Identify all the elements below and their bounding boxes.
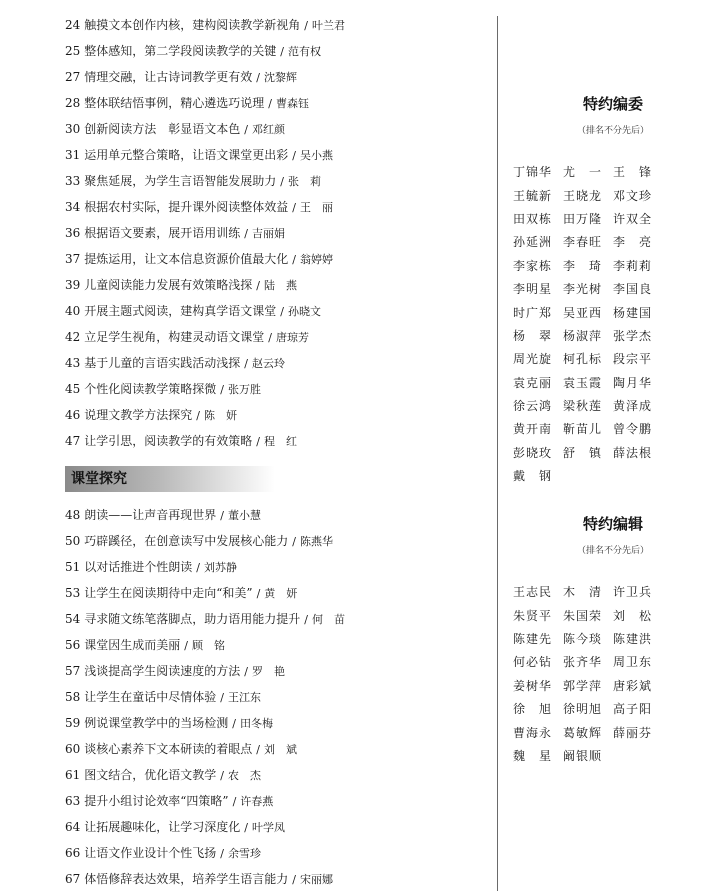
toc-author: 宋丽娜 [300, 873, 334, 886]
toc-separator: / [292, 201, 297, 214]
toc-separator: / [220, 847, 225, 860]
table-of-contents [65, 16, 485, 896]
toc-page-number: 24 [65, 18, 81, 32]
person-name: 李 亮 [613, 235, 653, 250]
toc-item [65, 688, 485, 714]
toc-separator: / [244, 821, 249, 834]
toc-author: 王 丽 [300, 201, 334, 214]
person-name: 杨淑萍 [563, 328, 603, 343]
toc-page-number: 27 [65, 70, 81, 84]
special-editing-note: （排名不分先后） [576, 546, 649, 556]
toc-page-number: 30 [65, 122, 81, 136]
toc-item [65, 714, 485, 740]
name-row [513, 650, 721, 673]
toc-article-title: 整体感知，第二学段阅读教学的关键 [84, 44, 277, 58]
toc-article-title: 根据语文要素，展开语用训练 [84, 226, 241, 240]
toc-page-number: 67 [65, 872, 81, 886]
toc-article-title: 朗读——让声音再现世界 [84, 508, 217, 522]
toc-separator: / [220, 691, 225, 704]
toc-item [65, 766, 485, 792]
person-name: 袁玉霞 [563, 375, 603, 390]
toc-item [65, 302, 485, 328]
toc-author: 许春燕 [240, 795, 274, 808]
person-name: 杨建国 [613, 305, 653, 320]
person-name: 邓文珍 [613, 188, 653, 203]
toc-page-number: 61 [65, 768, 81, 782]
person-name: 李国良 [613, 282, 653, 297]
person-name: 张齐华 [563, 655, 603, 670]
toc-page-number: 25 [65, 44, 81, 58]
toc-article-title: 儿童阅读能力发展有效策略浅探 [84, 278, 253, 292]
toc-separator: / [256, 435, 261, 448]
person-name: 黄开南 [513, 422, 553, 437]
person-name: 李莉莉 [613, 258, 653, 273]
toc-item [65, 172, 485, 198]
name-row [513, 697, 721, 720]
toc-page-number: 28 [65, 96, 81, 110]
toc-separator: / [196, 409, 201, 422]
toc-page-number: 60 [65, 742, 81, 756]
person-name: 王 锋 [613, 165, 653, 180]
column-divider [497, 16, 498, 891]
toc-page-number: 51 [65, 560, 81, 574]
person-name: 陈今琰 [563, 631, 603, 646]
person-name: 梁秋莲 [563, 399, 603, 414]
toc-author: 农 杰 [228, 769, 262, 782]
person-name: 周卫东 [613, 655, 653, 670]
name-row [513, 627, 721, 650]
name-row [513, 183, 721, 206]
toc-article-title: 寻求随文练笔落脚点，助力语用能力提升 [84, 612, 301, 626]
toc-article-title: 运用单元整合策略，让语文课堂更出彩 [84, 148, 289, 162]
toc-item [65, 198, 485, 224]
toc-separator: / [232, 795, 237, 808]
toc-article-title: 让拓展趣味化，让学习深度化 [84, 820, 241, 834]
toc-separator: / [220, 383, 225, 396]
toc-page-number: 42 [65, 330, 81, 344]
name-row [513, 394, 721, 417]
toc-article-title: 整体联结悟事例，精心遴选巧说理 [84, 96, 265, 110]
person-name: 何必钻 [513, 655, 553, 670]
toc-item [65, 870, 485, 896]
name-row [513, 160, 721, 183]
toc-author: 余雪珍 [228, 847, 262, 860]
toc-author: 罗 艳 [252, 665, 286, 678]
person-name: 时广郑 [513, 305, 553, 320]
person-name: 魏 星 [513, 748, 553, 763]
toc-article-title: 聚焦延展，为学生言语智能发展助力 [84, 174, 277, 188]
toc-item [65, 94, 485, 120]
toc-separator: / [268, 331, 273, 344]
special-editors-title: 特约编委 [582, 95, 643, 113]
toc-item [65, 662, 485, 688]
toc-page-number: 46 [65, 408, 81, 422]
toc-author: 刘苏静 [204, 561, 238, 574]
person-name: 木 清 [563, 585, 603, 600]
toc-author: 叶兰君 [312, 19, 346, 32]
toc-separator: / [256, 587, 261, 600]
toc-separator: / [256, 71, 261, 84]
toc-author: 邓红颜 [252, 123, 286, 136]
toc-separator: / [232, 717, 237, 730]
toc-article-title: 情理交融，让古诗词教学更有效 [84, 70, 253, 84]
name-row [513, 720, 721, 743]
toc-item [65, 558, 485, 584]
toc-separator: / [196, 561, 201, 574]
toc-page-number: 54 [65, 612, 81, 626]
person-name: 丁锦华 [513, 165, 553, 180]
person-name: 段宗平 [613, 352, 653, 367]
person-name: 唐彩斌 [613, 678, 653, 693]
toc-author: 叶学凤 [252, 821, 286, 834]
toc-page-number: 37 [65, 252, 81, 266]
toc-item [65, 406, 485, 432]
toc-item [65, 68, 485, 94]
toc-page-number: 58 [65, 690, 81, 704]
toc-separator: / [256, 743, 261, 756]
toc-item [65, 146, 485, 172]
toc-article-title: 触摸文本创作内核，建构阅读教学新视角 [84, 18, 301, 32]
person-name: 王志民 [513, 585, 553, 600]
toc-author: 何 苗 [312, 613, 346, 626]
toc-author: 田冬梅 [240, 717, 274, 730]
toc-article-title: 例说课堂教学中的当场检测 [84, 716, 229, 730]
toc-item [65, 792, 485, 818]
special-editors-names [513, 160, 721, 487]
person-name: 李 琦 [563, 258, 603, 273]
person-name: 姜树华 [513, 678, 553, 693]
special-editors-note: （排名不分先后） [576, 126, 649, 136]
toc-item [65, 250, 485, 276]
toc-separator: / [220, 769, 225, 782]
special-editing-names [513, 580, 721, 767]
person-name: 葛敏辉 [563, 725, 603, 740]
person-name: 田万隆 [563, 211, 603, 226]
toc-separator: / [292, 253, 297, 266]
toc-page-number: 40 [65, 304, 81, 318]
person-name: 吴亚西 [563, 305, 603, 320]
toc-article-title: 创新阅读方法 彰显语文本色 [84, 122, 241, 136]
name-row [513, 441, 721, 464]
toc-article-title: 浅谈提高学生阅读速度的方法 [84, 664, 241, 678]
name-row [513, 230, 721, 253]
person-name: 曾令鹏 [613, 422, 653, 437]
toc-separator: / [280, 175, 285, 188]
toc-separator: / [304, 19, 309, 32]
toc-separator: / [292, 873, 297, 886]
person-name: 徐云鸿 [513, 399, 553, 414]
toc-page-number: 39 [65, 278, 81, 292]
toc-article-title: 开展主题式阅读，建构真学语文课堂 [84, 304, 277, 318]
toc-author: 曹森钰 [276, 97, 310, 110]
toc-item [65, 532, 485, 558]
toc-item [65, 432, 485, 458]
toc-article-title: 立足学生视角，构建灵动语文课堂 [84, 330, 265, 344]
person-name: 阚银顺 [563, 748, 603, 763]
toc-item [65, 354, 485, 380]
toc-page-number: 48 [65, 508, 81, 522]
toc-article-title: 谈核心素养下文本研读的着眼点 [84, 742, 253, 756]
toc-page-number: 36 [65, 226, 81, 240]
toc-page-number: 63 [65, 794, 81, 808]
toc-page-number: 66 [65, 846, 81, 860]
person-name: 徐明旭 [563, 702, 603, 717]
toc-separator: / [268, 97, 273, 110]
toc-author: 张万胜 [228, 383, 262, 396]
toc-article-title: 让语文作业设计个性飞扬 [84, 846, 217, 860]
name-row [513, 347, 721, 370]
toc-article-title: 图文结合，优化语文教学 [84, 768, 217, 782]
person-name: 田双栋 [513, 211, 553, 226]
person-name: 周光旋 [513, 352, 553, 367]
toc-article-title: 提升小组讨论效率“四策略” [84, 794, 229, 808]
toc-author: 唐琼芳 [276, 331, 310, 344]
person-name: 袁克丽 [513, 375, 553, 390]
toc-separator: / [256, 279, 261, 292]
toc-page-number: 31 [65, 148, 81, 162]
toc-item [65, 844, 485, 870]
person-name: 高子阳 [613, 702, 653, 717]
person-name: 郭学萍 [563, 678, 603, 693]
toc-author: 张 莉 [288, 175, 322, 188]
toc-separator: / [292, 149, 297, 162]
toc-separator: / [184, 639, 189, 652]
toc-item [65, 636, 485, 662]
toc-item [65, 276, 485, 302]
special-editing-panel [505, 513, 721, 767]
toc-article-title: 体悟修辞表达效果，培养学生语言能力 [84, 872, 289, 886]
toc-page-number: 59 [65, 716, 81, 730]
toc-author: 陆 燕 [264, 279, 298, 292]
person-name: 王晓龙 [563, 188, 603, 203]
toc-page-number: 45 [65, 382, 81, 396]
person-name: 舒 镇 [563, 445, 603, 460]
person-name: 戴 钢 [513, 469, 553, 484]
toc-item [65, 584, 485, 610]
toc-page-number: 47 [65, 434, 81, 448]
toc-article-title: 个性化阅读教学策略探微 [84, 382, 217, 396]
person-name: 杨 翠 [513, 328, 553, 343]
toc-article-title: 以对话推进个性朗读 [84, 560, 193, 574]
toc-separator: / [304, 613, 309, 626]
person-name: 靳苗儿 [563, 422, 603, 437]
special-editing-title: 特约编辑 [582, 515, 643, 533]
person-name: 李光树 [563, 282, 603, 297]
person-name: 张学杰 [613, 328, 653, 343]
toc-author: 董小慧 [228, 509, 262, 522]
toc-page-number: 34 [65, 200, 81, 214]
toc-item [65, 42, 485, 68]
person-name: 许双全 [613, 211, 653, 226]
toc-separator: / [244, 357, 249, 370]
name-row [513, 464, 721, 487]
name-row [513, 207, 721, 230]
person-name: 尤 一 [563, 165, 603, 180]
toc-item [65, 818, 485, 844]
person-name: 曹海永 [513, 725, 553, 740]
toc-author: 翁婷婷 [300, 253, 334, 266]
toc-page-number: 50 [65, 534, 81, 548]
toc-item [65, 120, 485, 146]
toc-article-title: 基于儿童的言语实践活动浅探 [84, 356, 241, 370]
person-name: 朱贤平 [513, 608, 553, 623]
person-name: 李春旺 [563, 235, 603, 250]
toc-author: 吴小燕 [300, 149, 334, 162]
toc-author: 陈 妍 [204, 409, 238, 422]
toc-list-part2 [65, 506, 485, 896]
toc-separator: / [280, 305, 285, 318]
name-row [513, 300, 721, 323]
toc-page-number: 43 [65, 356, 81, 370]
toc-article-title: 巧辟蹊径，在创意读写中发展核心能力 [84, 534, 289, 548]
toc-article-title: 让学引思，阅读教学的有效策略 [84, 434, 253, 448]
toc-item [65, 380, 485, 406]
toc-author: 赵云玲 [252, 357, 286, 370]
name-row [513, 674, 721, 697]
special-editors-panel [505, 93, 721, 487]
person-name: 陈建先 [513, 631, 553, 646]
toc-author: 顾 铭 [192, 639, 226, 652]
toc-separator: / [220, 509, 225, 522]
toc-author: 黄 妍 [264, 587, 298, 600]
person-name: 李明星 [513, 282, 553, 297]
person-name: 徐 旭 [513, 702, 553, 717]
name-row [513, 417, 721, 440]
person-name: 彭晓玫 [513, 445, 553, 460]
name-row [513, 277, 721, 300]
toc-author: 范有权 [288, 45, 322, 58]
person-name: 薛丽芬 [613, 725, 653, 740]
toc-page-number: 56 [65, 638, 81, 652]
toc-separator: / [244, 123, 249, 136]
toc-article-title: 根据农村实际，提升课外阅读整体效益 [84, 200, 289, 214]
toc-article-title: 提炼运用，让文本信息资源价值最大化 [84, 252, 289, 266]
person-name: 黄泽成 [613, 399, 653, 414]
toc-separator: / [280, 45, 285, 58]
toc-author: 沈黎辉 [264, 71, 298, 84]
toc-author: 陈燕华 [300, 535, 334, 548]
name-row [513, 580, 721, 603]
toc-author: 吉丽娟 [252, 227, 286, 240]
name-row [513, 603, 721, 626]
toc-item [65, 16, 485, 42]
toc-page-number: 64 [65, 820, 81, 834]
toc-author: 孙晓文 [288, 305, 322, 318]
toc-page-number: 33 [65, 174, 81, 188]
toc-author: 刘 斌 [264, 743, 298, 756]
person-name: 许卫兵 [613, 585, 653, 600]
person-name: 薛法根 [613, 445, 653, 460]
toc-item [65, 610, 485, 636]
toc-article-title: 让学生在阅读期待中走向“和美” [84, 586, 253, 600]
toc-author: 王江东 [228, 691, 262, 704]
toc-item [65, 740, 485, 766]
toc-article-title: 课堂因生成而美丽 [84, 638, 181, 652]
toc-list-part1 [65, 16, 485, 458]
person-name: 柯孔标 [563, 352, 603, 367]
toc-item [65, 506, 485, 532]
toc-item [65, 224, 485, 250]
name-row [513, 744, 721, 767]
name-row [513, 254, 721, 277]
toc-separator: / [244, 227, 249, 240]
name-row [513, 371, 721, 394]
name-row [513, 324, 721, 347]
toc-page-number: 53 [65, 586, 81, 600]
person-name: 李家栋 [513, 258, 553, 273]
toc-page-number: 57 [65, 664, 81, 678]
section-heading: 课堂探究 [65, 466, 275, 492]
toc-article-title: 说理文教学方法探究 [84, 408, 193, 422]
person-name: 朱国荣 [563, 608, 603, 623]
person-name: 王毓新 [513, 188, 553, 203]
person-name: 孙延洲 [513, 235, 553, 250]
toc-article-title: 让学生在童话中尽情体验 [84, 690, 217, 704]
toc-separator: / [244, 665, 249, 678]
person-name: 刘 松 [613, 608, 653, 623]
person-name: 陈建洪 [613, 631, 653, 646]
toc-separator: / [292, 535, 297, 548]
toc-item [65, 328, 485, 354]
toc-author: 程 红 [264, 435, 298, 448]
person-name: 陶月华 [613, 375, 653, 390]
